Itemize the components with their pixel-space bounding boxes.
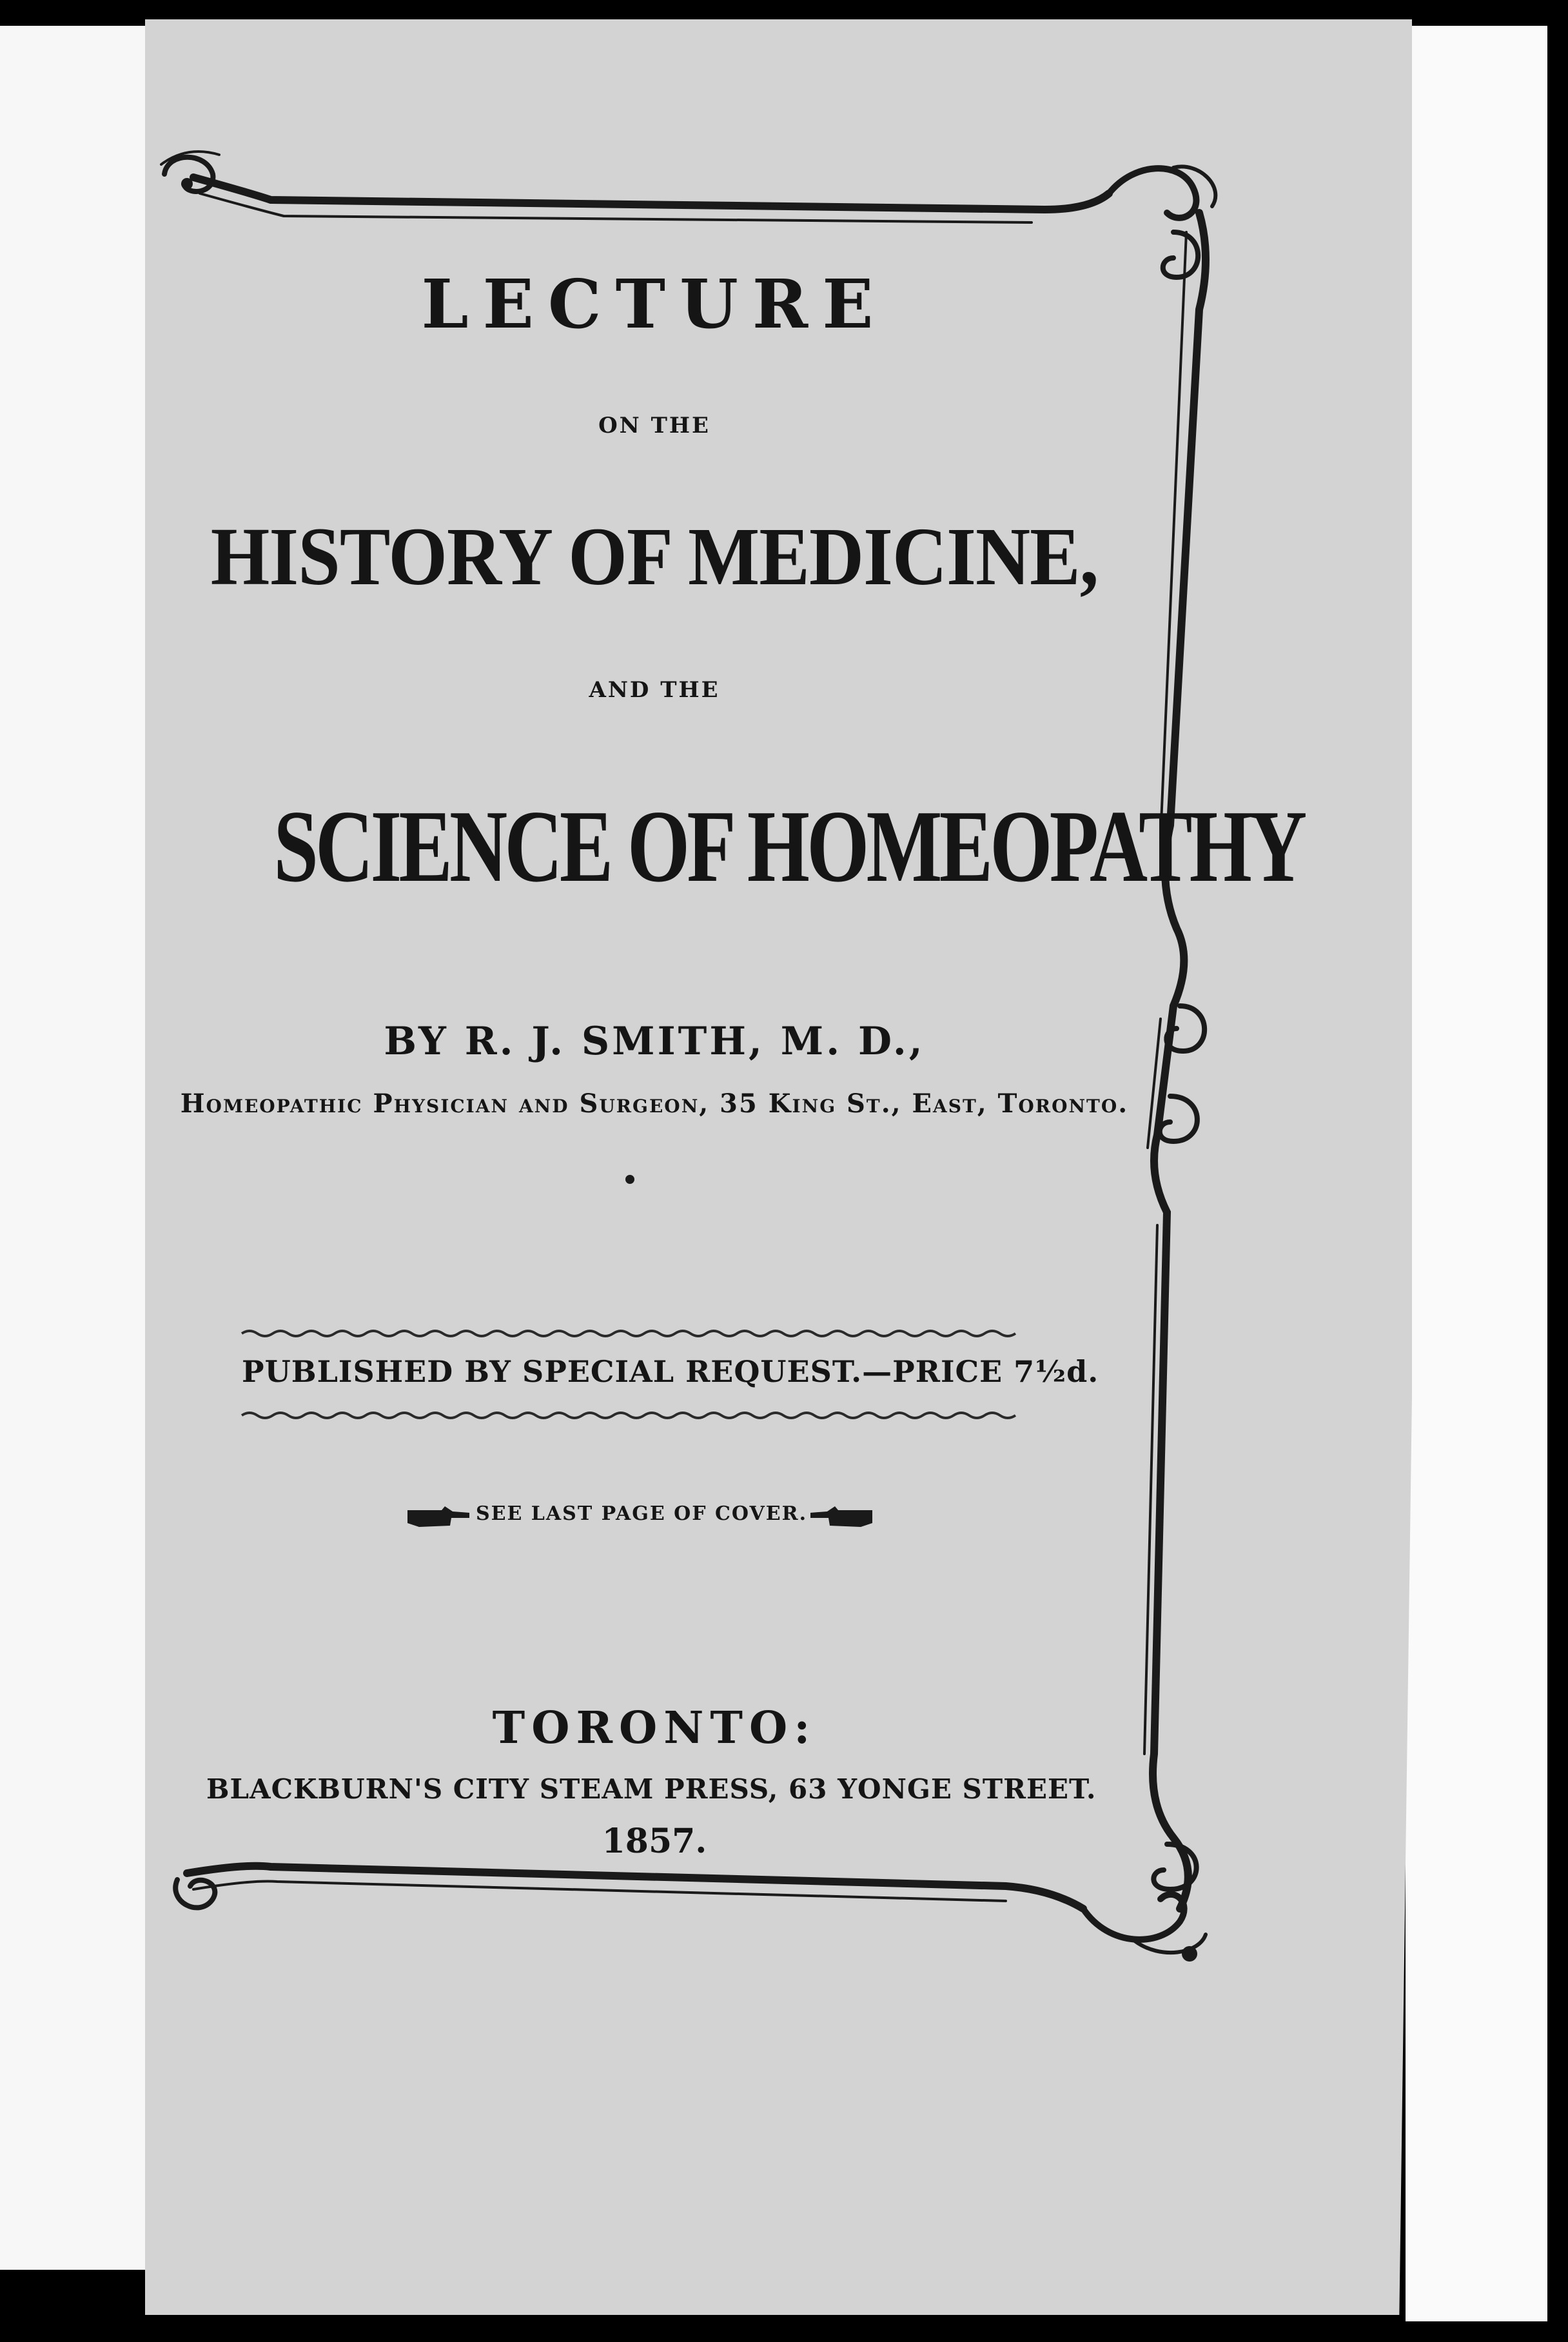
on-the-label: ON THE: [598, 413, 710, 438]
printer-line: BLACKBURN'S CITY STEAM PRESS, 63 YONGE STREET.: [206, 1773, 1097, 1805]
place-of-publication: TORONTO:: [492, 1702, 817, 1754]
publication-note: PUBLISHED BY SPECIAL REQUEST.—PRICE 7½d.: [242, 1354, 1099, 1389]
author-details: Homeopathic Physician and Surgeon, 35 King St., East, Toronto.: [180, 1088, 1129, 1119]
title-lecture: LECTURE: [421, 264, 888, 344]
ornament-dot: [625, 1175, 634, 1184]
pointing-hand-left-icon: [809, 1502, 874, 1531]
and-the-label: AND THE: [589, 677, 720, 703]
title-history-of-medicine: HISTORY OF MEDICINE,: [210, 511, 1099, 602]
publication-year: 1857.: [602, 1822, 707, 1861]
title-science-of-homeopathy: SCIENCE OF HOMEOPATHY: [273, 789, 1304, 903]
author-line: BY R. J. SMITH, M. D.,: [384, 1019, 925, 1064]
see-last-page-note: SEE LAST PAGE OF COVER.: [475, 1502, 808, 1525]
